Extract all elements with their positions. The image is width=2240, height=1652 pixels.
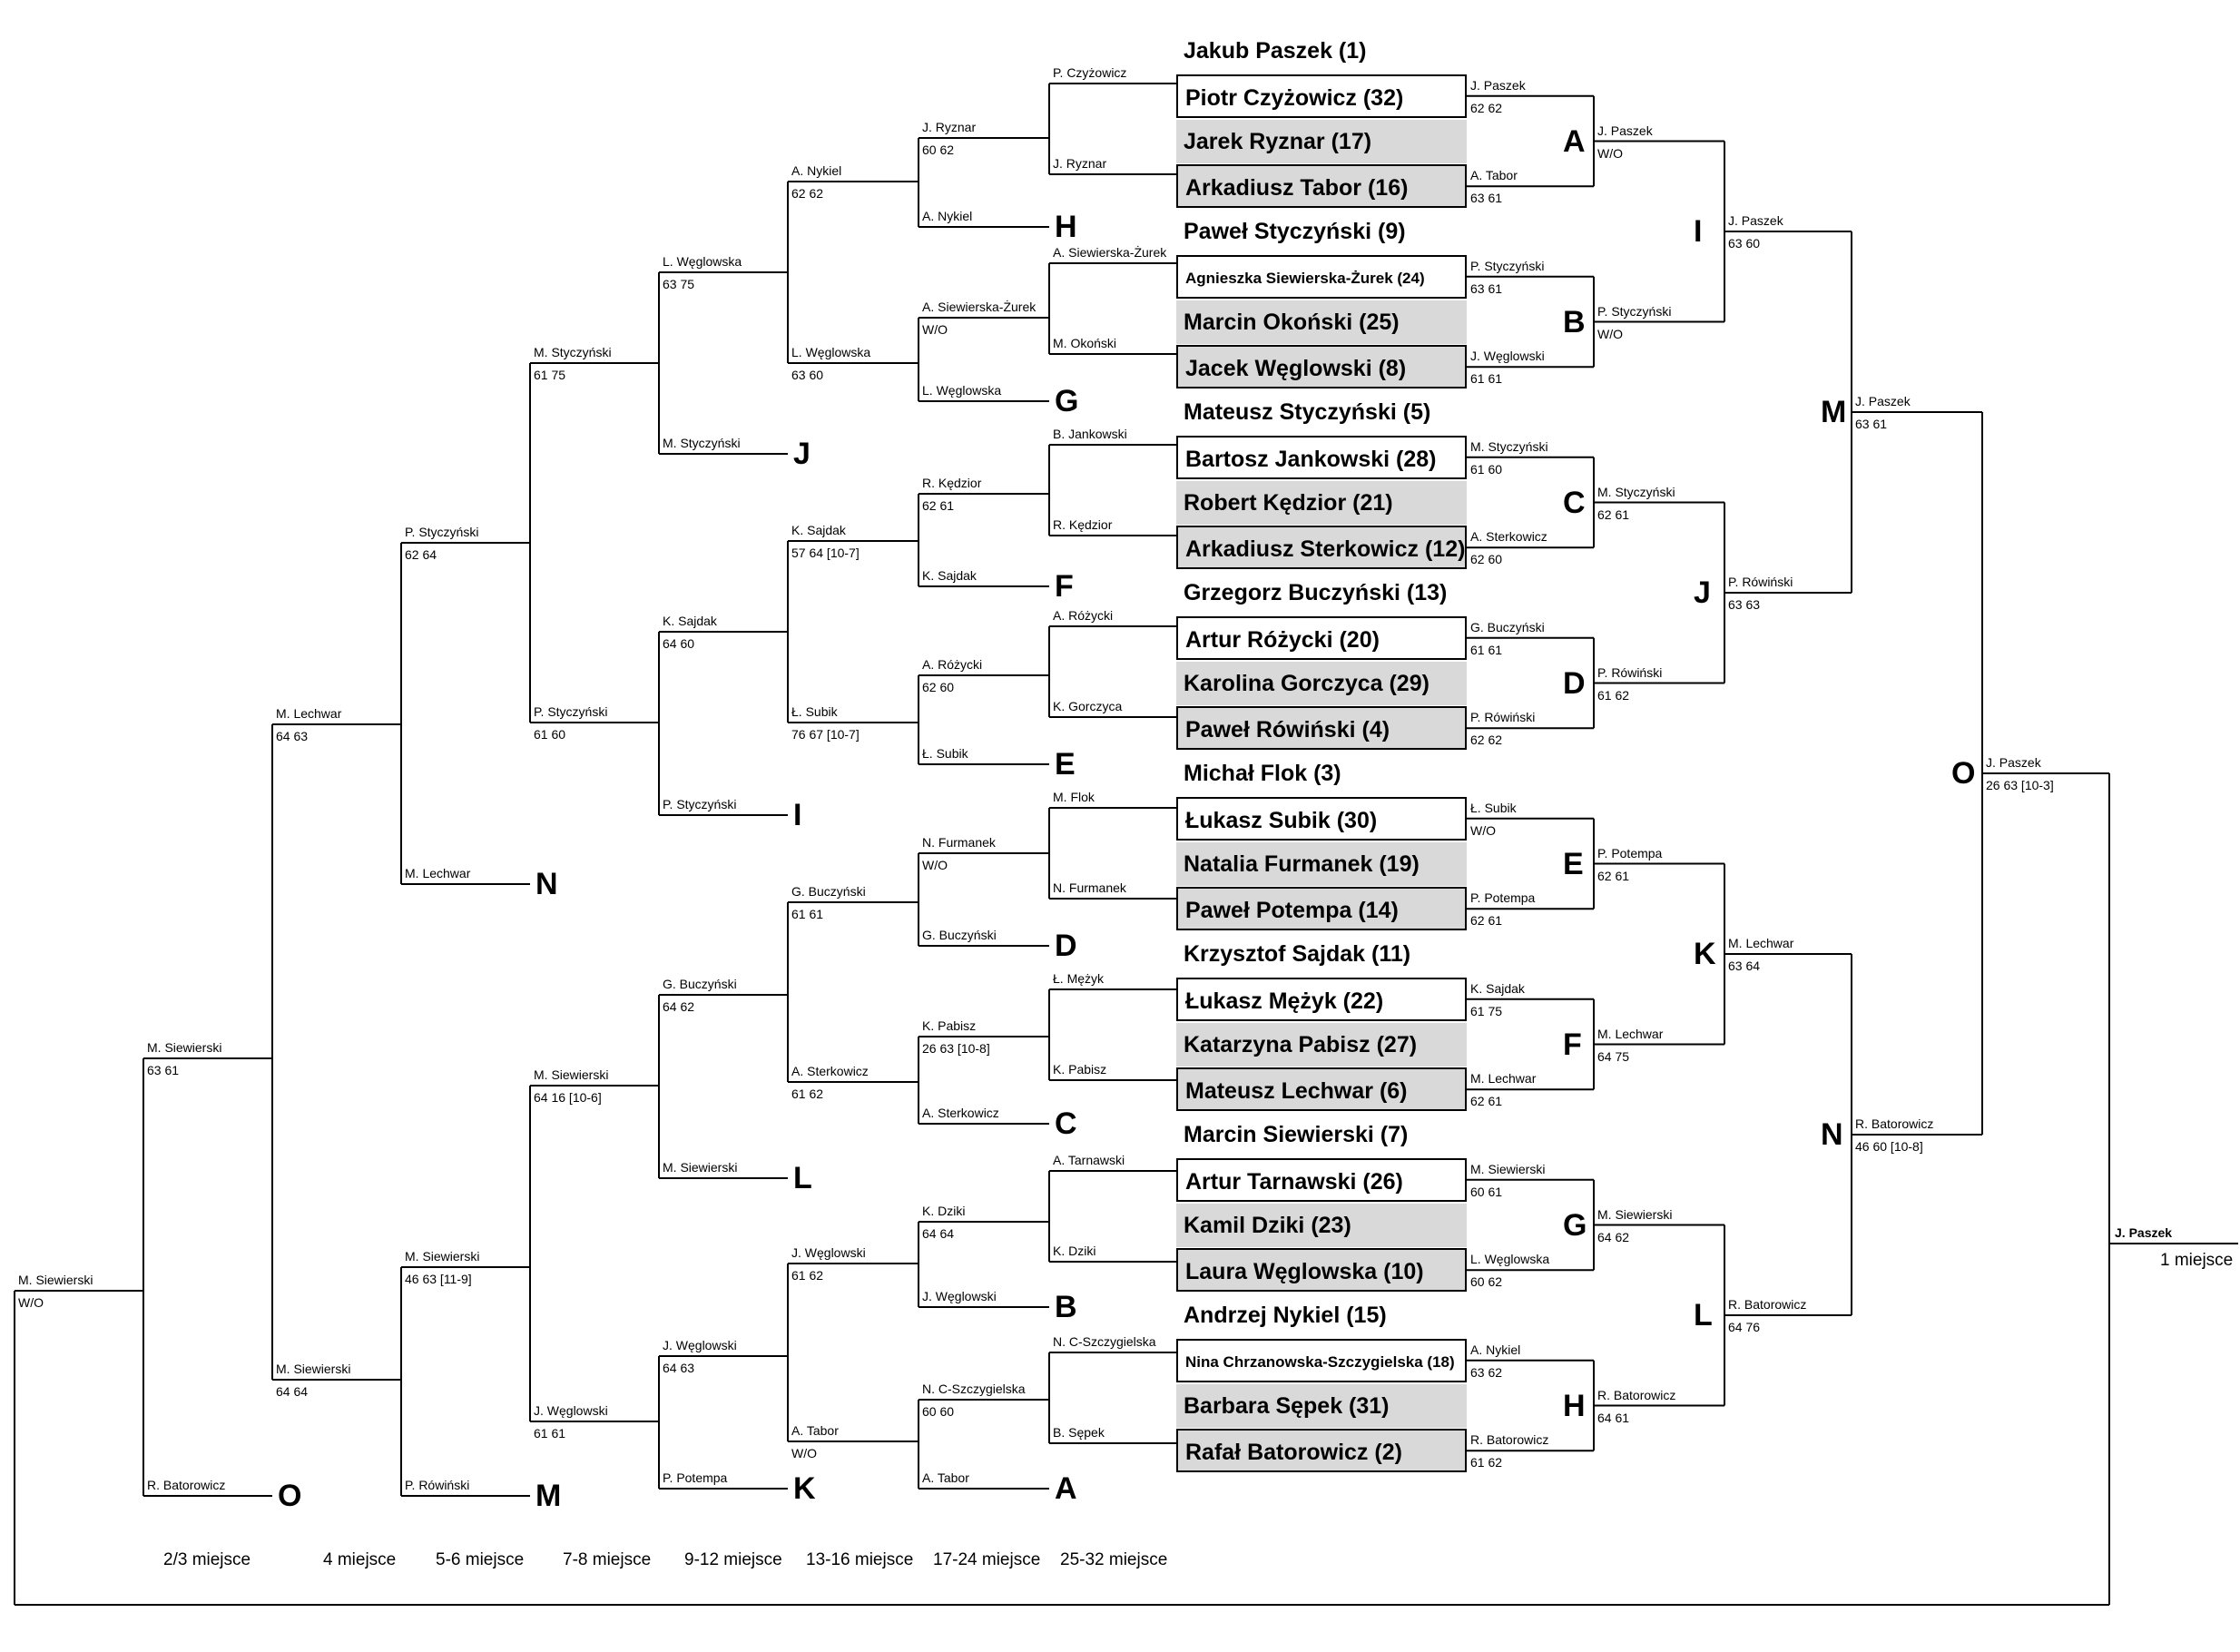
match-score: 76 67 [10-7] bbox=[791, 727, 860, 742]
winner-name: P. Rówiński bbox=[405, 1478, 470, 1492]
winner-name: Ł. Mężyk bbox=[1053, 971, 1105, 986]
seed-player: Arkadiusz Sterkowicz (12) bbox=[1176, 526, 1467, 569]
winner-name: R. Batorowicz bbox=[1855, 1116, 1934, 1131]
match-score: 64 63 bbox=[663, 1361, 695, 1375]
winner-name: A. Różycki bbox=[1053, 608, 1114, 623]
placement-label: 9-12 miejsce bbox=[684, 1550, 782, 1569]
match-score: 61 60 bbox=[534, 727, 566, 742]
winner-name: J. Paszek bbox=[1597, 123, 1653, 138]
seed-player: Jakub Paszek (1) bbox=[1184, 38, 1367, 64]
winner-name: M. Lechwar bbox=[1728, 936, 1794, 950]
seed-player: Paweł Rówiński (4) bbox=[1176, 706, 1467, 750]
loser-letter: J bbox=[793, 437, 811, 471]
winner-name: K. Gorczyca bbox=[1053, 699, 1123, 713]
winner-name: L. Węglowska bbox=[663, 254, 742, 269]
seed-player: Rafał Batorowicz (2) bbox=[1176, 1429, 1467, 1472]
winner-name: K. Pabisz bbox=[922, 1018, 977, 1033]
match-score: 62 61 bbox=[1597, 868, 1630, 883]
winner-name: A. Różycki bbox=[922, 657, 983, 672]
match-score: 61 61 bbox=[1470, 642, 1503, 657]
match-score: 26 63 [10-8] bbox=[922, 1041, 990, 1056]
champion-name: J. Paszek bbox=[2115, 1225, 2173, 1240]
loser-letter: K bbox=[793, 1471, 816, 1506]
winner-name: P. Rówiński bbox=[1728, 575, 1793, 589]
winner-name: N. C-Szczygielska bbox=[1053, 1334, 1156, 1349]
winner-name: G. Buczyński bbox=[791, 884, 866, 899]
match-score: W/O bbox=[1597, 145, 1623, 161]
winner-name: P. Styczyński bbox=[1597, 303, 1672, 319]
winner-name: M. Styczyński bbox=[534, 345, 612, 359]
winner-name: A. Tabor bbox=[791, 1423, 839, 1438]
seed-player: Nina Chrzanowska-Szczygielska (18) bbox=[1176, 1339, 1467, 1382]
winner-name: P. Styczyński bbox=[405, 525, 479, 539]
winner-name: A. Sterkowicz bbox=[791, 1064, 869, 1078]
loser-letter: M bbox=[1821, 395, 1847, 429]
match-score: 61 75 bbox=[534, 368, 566, 382]
match-score: 62 60 bbox=[1470, 552, 1503, 567]
seed-player: Arkadiusz Tabor (16) bbox=[1176, 164, 1467, 208]
winner-name: P. Czyżowicz bbox=[1053, 65, 1127, 80]
match-score: 57 64 [10-7] bbox=[791, 546, 860, 560]
match-score: 63 61 bbox=[1470, 280, 1503, 296]
loser-letter: O bbox=[278, 1479, 302, 1513]
loser-letter: G bbox=[1563, 1207, 1587, 1243]
winner-name: P. Rówiński bbox=[1470, 710, 1536, 725]
winner-name: J. Paszek bbox=[1470, 77, 1526, 93]
winner-name: R. Batorowicz bbox=[147, 1478, 226, 1492]
winner-name: R. Batorowicz bbox=[1728, 1297, 1807, 1312]
winner-name: M. Lechwar bbox=[1597, 1026, 1664, 1041]
match-score: W/O bbox=[18, 1295, 44, 1310]
match-score: 62 61 bbox=[1470, 913, 1503, 929]
winner-name: M. Styczyński bbox=[1597, 484, 1675, 499]
match-score: 64 62 bbox=[663, 999, 695, 1014]
winner-name: M. Styczyński bbox=[663, 436, 741, 450]
match-score: 63 61 bbox=[147, 1063, 180, 1077]
winner-name: B. Jankowski bbox=[1053, 427, 1127, 441]
winner-name: K. Pabisz bbox=[1053, 1062, 1107, 1077]
winner-name: J. Paszek bbox=[1855, 394, 1911, 408]
match-score: 64 63 bbox=[276, 729, 309, 743]
winner-name: M. Siewierski bbox=[405, 1249, 480, 1264]
loser-letter: L bbox=[1694, 1298, 1713, 1332]
seed-player: Artur Różycki (20) bbox=[1176, 616, 1467, 660]
winner-name: K. Dziki bbox=[922, 1204, 966, 1218]
seed-player: Paweł Styczyński (9) bbox=[1184, 219, 1406, 244]
seed-player: Krzysztof Sajdak (11) bbox=[1184, 941, 1411, 967]
loser-letter: M bbox=[535, 1479, 562, 1513]
winner-name: K. Sajdak bbox=[922, 568, 977, 583]
winner-name: Ł. Subik bbox=[922, 746, 968, 761]
winner-name: A. Tarnawski bbox=[1053, 1153, 1125, 1167]
match-score: 64 64 bbox=[922, 1226, 955, 1241]
winner-name: R. Kędzior bbox=[922, 476, 982, 490]
winner-name: N. Furmanek bbox=[1053, 880, 1126, 895]
match-score: 63 61 bbox=[1470, 191, 1503, 206]
winner-name: G. Buczyński bbox=[922, 928, 997, 942]
loser-letter: H bbox=[1055, 210, 1077, 244]
placement-label: 7-8 miejsce bbox=[563, 1550, 652, 1569]
seed-player: Mateusz Lechwar (6) bbox=[1176, 1067, 1467, 1111]
seed-player: Kamil Dziki (23) bbox=[1176, 1204, 1467, 1247]
winner-name: M. Flok bbox=[1053, 790, 1095, 804]
winner-name: A. Sterkowicz bbox=[922, 1106, 999, 1120]
match-score: 62 62 bbox=[1470, 100, 1503, 115]
loser-letter: E bbox=[1563, 846, 1584, 881]
winner-name: A. Tabor bbox=[922, 1470, 969, 1485]
placement-label: 13-16 miejsce bbox=[806, 1550, 914, 1569]
match-score: 60 60 bbox=[922, 1404, 955, 1419]
loser-letter: E bbox=[1055, 747, 1076, 782]
match-score: 62 62 bbox=[1470, 733, 1503, 748]
match-score: W/O bbox=[791, 1446, 817, 1460]
winner-name: P. Styczyński bbox=[663, 797, 737, 811]
match-score: 62 61 bbox=[922, 498, 955, 513]
match-score: 61 61 bbox=[791, 907, 824, 921]
loser-letter: C bbox=[1563, 485, 1586, 520]
winner-name: P. Rówiński bbox=[1597, 664, 1663, 680]
seed-player: Michał Flok (3) bbox=[1184, 761, 1341, 786]
winner-name: M. Siewierski bbox=[18, 1273, 93, 1287]
match-score: 63 64 bbox=[1728, 959, 1761, 973]
winner-name: P. Potempa bbox=[1597, 845, 1663, 860]
loser-letter: D bbox=[1563, 665, 1586, 701]
match-score: 61 61 bbox=[1470, 371, 1503, 387]
match-score: W/O bbox=[922, 858, 948, 872]
placement-label: 5-6 miejsce bbox=[436, 1550, 525, 1569]
winner-name: N. C-Szczygielska bbox=[922, 1382, 1026, 1396]
match-score: 63 61 bbox=[1855, 417, 1888, 431]
match-score: 62 61 bbox=[1597, 506, 1630, 522]
match-score: 64 61 bbox=[1597, 1410, 1630, 1425]
loser-letter: L bbox=[793, 1161, 812, 1195]
winner-name: N. Furmanek bbox=[922, 835, 996, 850]
seed-player: Jarek Ryznar (17) bbox=[1176, 120, 1467, 163]
placement-label: 4 miejsce bbox=[323, 1550, 397, 1569]
winner-name: G. Buczyński bbox=[1470, 619, 1545, 634]
match-score: 61 61 bbox=[534, 1426, 566, 1441]
match-score: 61 62 bbox=[791, 1087, 824, 1101]
seed-player: Marcin Okoński (25) bbox=[1176, 300, 1467, 344]
loser-letter: A bbox=[1563, 123, 1586, 159]
seed-player: Natalia Furmanek (19) bbox=[1176, 842, 1467, 886]
match-score: 63 60 bbox=[791, 368, 824, 382]
seed-player: Marcin Siewierski (7) bbox=[1184, 1122, 1409, 1147]
winner-name: L. Węglowska bbox=[922, 383, 1002, 398]
winner-name: L. Węglowska bbox=[1470, 1252, 1550, 1267]
match-score: 46 63 [11-9] bbox=[405, 1272, 472, 1286]
seed-player: Piotr Czyżowicz (32) bbox=[1176, 74, 1467, 118]
seed-player: Grzegorz Buczyński (13) bbox=[1184, 580, 1448, 605]
loser-letter: C bbox=[1055, 1106, 1077, 1141]
match-score: 63 60 bbox=[1728, 236, 1761, 251]
winner-name: M. Siewierski bbox=[276, 1362, 351, 1376]
loser-letter: I bbox=[1694, 214, 1703, 249]
loser-letter: F bbox=[1563, 1027, 1582, 1062]
seed-player: Łukasz Subik (30) bbox=[1176, 797, 1467, 841]
winner-name: K. Sajdak bbox=[1470, 980, 1525, 996]
placement-label: 25-32 miejsce bbox=[1060, 1550, 1168, 1569]
match-score: 60 62 bbox=[922, 143, 955, 157]
winner-name: M. Siewierski bbox=[147, 1040, 222, 1055]
loser-letter: H bbox=[1563, 1388, 1586, 1423]
winner-name: K. Dziki bbox=[1053, 1244, 1096, 1258]
winner-name: J. Węglowski bbox=[663, 1338, 737, 1352]
match-score: 63 63 bbox=[1728, 597, 1761, 612]
winner-name: M. Okoński bbox=[1053, 336, 1117, 350]
match-score: 62 64 bbox=[405, 547, 437, 562]
match-score: W/O bbox=[1470, 822, 1496, 838]
first-place-label: 1 miejsce bbox=[2160, 1251, 2234, 1270]
seed-player: Agnieszka Siewierska-Żurek (24) bbox=[1176, 255, 1467, 299]
winner-name: J. Węglowski bbox=[534, 1403, 608, 1418]
winner-name: A. Tabor bbox=[1470, 168, 1518, 183]
match-score: W/O bbox=[1597, 326, 1623, 341]
match-score: 61 62 bbox=[1470, 1455, 1503, 1470]
winner-name: M. Lechwar bbox=[1470, 1071, 1537, 1087]
winner-name: K. Sajdak bbox=[791, 523, 846, 537]
seed-player: Katarzyna Pabisz (27) bbox=[1176, 1023, 1467, 1067]
winner-name: R. Kędzior bbox=[1053, 517, 1113, 532]
winner-name: R. Batorowicz bbox=[1470, 1432, 1549, 1448]
winner-name: J. Paszek bbox=[1728, 213, 1783, 228]
winner-name: J. Ryznar bbox=[1053, 156, 1107, 171]
loser-letter: K bbox=[1694, 937, 1716, 971]
seed-player: Jacek Węglowski (8) bbox=[1176, 345, 1467, 388]
placement-label: 17-24 miejsce bbox=[933, 1550, 1041, 1569]
loser-letter: B bbox=[1563, 304, 1586, 339]
winner-name: J. Węglowski bbox=[922, 1289, 997, 1303]
match-score: 62 62 bbox=[791, 186, 824, 201]
winner-name: J. Ryznar bbox=[922, 120, 977, 134]
winner-name: A. Siewierska-Żurek bbox=[1053, 245, 1167, 260]
winner-name: R. Batorowicz bbox=[1597, 1387, 1676, 1402]
match-score: 61 75 bbox=[1470, 1003, 1503, 1018]
winner-name: A. Nykiel bbox=[922, 209, 973, 223]
seed-player: Łukasz Mężyk (22) bbox=[1176, 978, 1467, 1021]
match-score: 63 62 bbox=[1470, 1364, 1503, 1380]
loser-letter: N bbox=[1821, 1117, 1843, 1152]
seed-player: Karolina Gorczyca (29) bbox=[1176, 662, 1467, 705]
seed-player: Robert Kędzior (21) bbox=[1176, 481, 1467, 525]
match-score: 46 60 [10-8] bbox=[1855, 1139, 1923, 1154]
match-score: 64 60 bbox=[663, 636, 695, 651]
winner-name: P. Potempa bbox=[1470, 890, 1536, 906]
match-score: 60 61 bbox=[1470, 1184, 1503, 1199]
winner-name: J. Paszek bbox=[1986, 755, 2041, 770]
winner-name: A. Siewierska-Żurek bbox=[922, 300, 1036, 314]
match-score: 64 16 [10-6] bbox=[534, 1090, 602, 1105]
winner-name: G. Buczyński bbox=[663, 977, 737, 991]
match-score: 62 60 bbox=[922, 680, 955, 694]
placement-label: 2/3 miejsce bbox=[163, 1550, 251, 1569]
match-score: 64 62 bbox=[1597, 1229, 1630, 1244]
seed-player: Mateusz Styczyński (5) bbox=[1184, 399, 1431, 425]
loser-letter: I bbox=[793, 798, 802, 832]
seed-player: Laura Węglowska (10) bbox=[1176, 1248, 1467, 1292]
loser-letter: O bbox=[1951, 756, 1976, 791]
winner-name: A. Nykiel bbox=[1470, 1342, 1521, 1357]
seed-player: Artur Tarnawski (26) bbox=[1176, 1158, 1467, 1202]
winner-name: M. Siewierski bbox=[1597, 1206, 1673, 1222]
match-score: 61 60 bbox=[1470, 461, 1503, 477]
winner-name: P. Potempa bbox=[663, 1470, 728, 1485]
winner-name: A. Sterkowicz bbox=[1470, 529, 1547, 545]
match-score: 63 75 bbox=[663, 277, 695, 291]
match-score: 62 61 bbox=[1470, 1094, 1503, 1109]
match-score: W/O bbox=[922, 322, 948, 337]
winner-name: M. Styczyński bbox=[1470, 438, 1548, 454]
match-score: 64 76 bbox=[1728, 1320, 1761, 1334]
match-score: 26 63 [10-3] bbox=[1986, 778, 2054, 792]
winner-name: P. Styczyński bbox=[1470, 258, 1545, 273]
winner-name: J. Węglowski bbox=[1470, 349, 1545, 364]
seed-player: Bartosz Jankowski (28) bbox=[1176, 436, 1467, 479]
winner-name: M. Siewierski bbox=[1470, 1161, 1546, 1176]
seed-player: Andrzej Nykiel (15) bbox=[1184, 1303, 1387, 1328]
loser-letter: B bbox=[1055, 1290, 1077, 1324]
seed-player: Paweł Potempa (14) bbox=[1176, 887, 1467, 930]
loser-letter: D bbox=[1055, 929, 1077, 963]
winner-name: A. Nykiel bbox=[791, 163, 842, 178]
match-score: 64 64 bbox=[276, 1384, 309, 1399]
match-score: 61 62 bbox=[791, 1268, 824, 1283]
winner-name: M. Lechwar bbox=[405, 866, 471, 880]
winner-name: J. Węglowski bbox=[791, 1245, 866, 1260]
loser-letter: N bbox=[535, 867, 558, 901]
match-score: 60 62 bbox=[1470, 1274, 1503, 1290]
loser-letter: J bbox=[1694, 575, 1711, 610]
match-score: 61 62 bbox=[1597, 687, 1630, 703]
winner-name: Ł. Subik bbox=[1470, 800, 1517, 815]
seed-player: Barbara Sępek (31) bbox=[1176, 1384, 1467, 1428]
winner-name: Ł. Subik bbox=[791, 704, 838, 719]
winner-name: M. Siewierski bbox=[534, 1067, 609, 1082]
winner-name: P. Styczyński bbox=[534, 704, 608, 719]
winner-name: B. Sępek bbox=[1053, 1425, 1105, 1440]
loser-letter: F bbox=[1055, 569, 1074, 604]
loser-letter: A bbox=[1055, 1471, 1077, 1506]
winner-name: L. Węglowska bbox=[791, 345, 871, 359]
match-score: 64 75 bbox=[1597, 1048, 1630, 1064]
winner-name: M. Siewierski bbox=[663, 1160, 738, 1175]
loser-letter: G bbox=[1055, 384, 1079, 418]
winner-name: K. Sajdak bbox=[663, 614, 717, 628]
winner-name: M. Lechwar bbox=[276, 706, 342, 721]
